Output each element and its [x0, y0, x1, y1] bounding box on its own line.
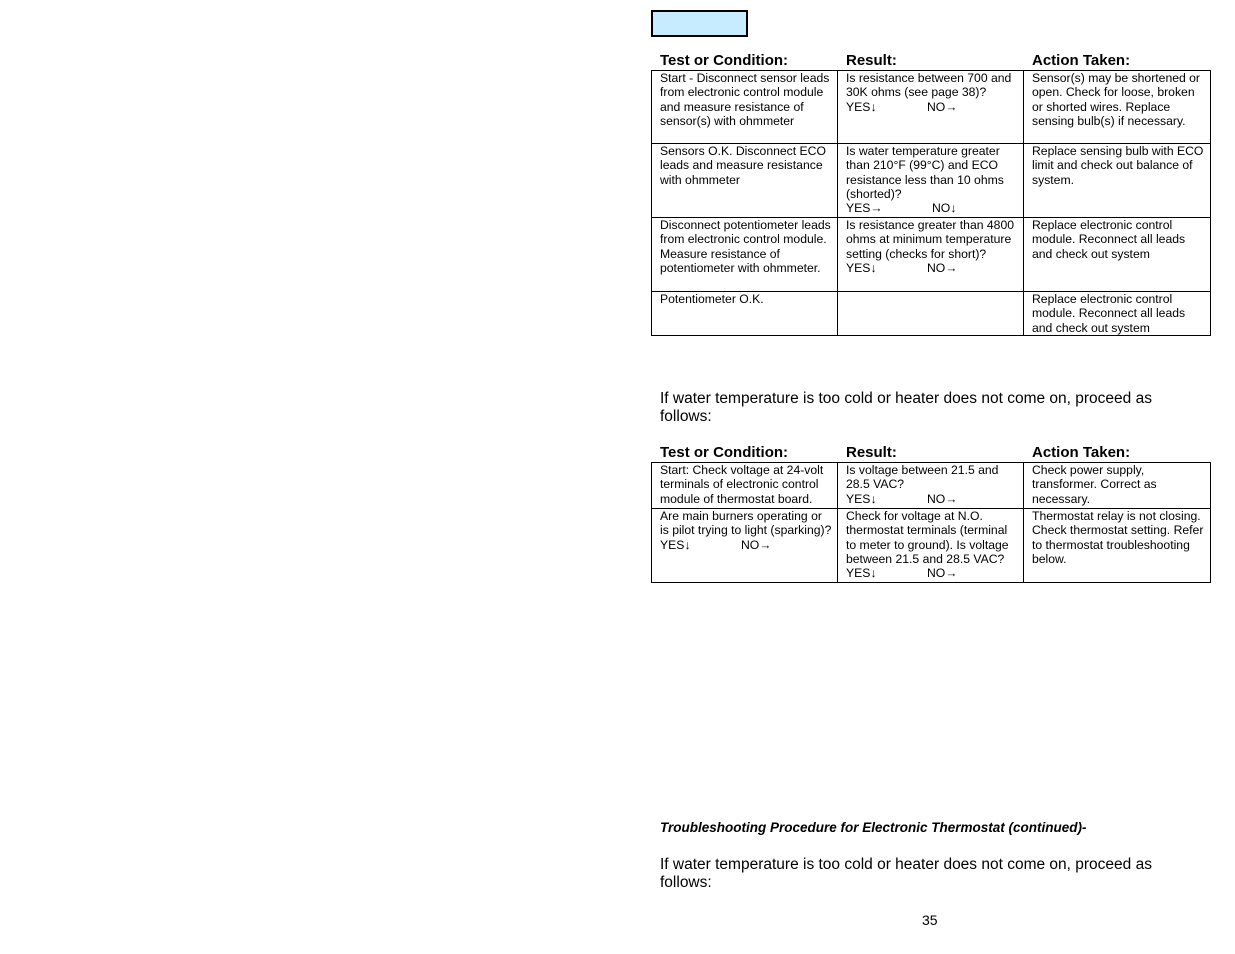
document-page [651, 0, 1211, 954]
test-cell: Start - Disconnect sensor leads from electronic control module and measure resistance of sensor(s) with ohmmeter [652, 71, 838, 144]
test-cell: Sensors O.K. Disconnect ECO leads and measure resistance with ohmmeter [652, 144, 838, 218]
intro-paragraph-1: If water temperature is too cold or heater does not come on, proceed as follows: [660, 390, 1152, 425]
test-cell: Disconnect potentiometer leads from electronic control module. Measure resistance of potentiometer with ohmmeter. [652, 218, 838, 292]
result-cell [838, 218, 1024, 292]
header-result: Result: [846, 52, 897, 69]
yes-no-row [846, 201, 1019, 215]
section-caption: Troubleshooting Procedure for Electronic Thermostat (continued)- [660, 820, 1087, 835]
header-test: Test or Condition: [660, 444, 789, 461]
yes-no-row [846, 492, 1019, 506]
action-cell: Replace electronic control module. Reconnect all leads and check out system [1024, 218, 1211, 292]
table-row [652, 71, 1211, 144]
table2-header [651, 444, 1209, 462]
yes-label: YES→ [846, 201, 883, 216]
yes-label: YES↓ [660, 537, 691, 552]
test-cell [652, 509, 838, 583]
result-cell [838, 292, 1024, 336]
action-cell: Replace electronic control module. Reconnect all leads and check out system [1024, 292, 1211, 336]
yes-label: YES↓ [846, 99, 877, 114]
table-row [652, 144, 1211, 218]
table-row [652, 292, 1211, 336]
action-cell: Check power supply, transformer. Correct as necessary. [1024, 463, 1211, 509]
no-label: NO→ [927, 99, 958, 114]
yes-no-row [846, 566, 1019, 580]
yes-label: YES↓ [846, 491, 877, 506]
result-cell [838, 463, 1024, 509]
action-cell: Thermostat relay is not closing. Check thermostat setting. Refer to thermostat troubleshooting below. [1024, 509, 1211, 583]
intro-paragraph-2: If water temperature is too cold or heater does not come on, proceed as follows: [660, 856, 1152, 891]
table-row [652, 509, 1211, 583]
no-label: NO→ [927, 491, 958, 506]
header-result: Result: [846, 444, 897, 461]
no-label: NO↓ [932, 201, 957, 216]
highlight-box [651, 10, 748, 37]
result-text: Is water temperature greater than 210°F (99°C) and ECO resistance less than 10 ohms (shorted)? [846, 144, 1004, 201]
page-number: 35 [922, 912, 938, 928]
action-cell: Sensor(s) may be shortened or open. Check for loose, broken or shorted wires. Replace sensing bulb(s) if necessary. [1024, 71, 1211, 144]
result-text: Is resistance between 700 and 30K ohms (see page 38)? [846, 71, 1012, 100]
yes-no-row [846, 261, 1019, 275]
table-row [652, 463, 1211, 509]
test-cell: Potentiometer O.K. [652, 292, 838, 336]
result-cell [838, 71, 1024, 144]
header-action: Action Taken: [1032, 444, 1131, 461]
troubleshooting-table-2 [651, 462, 1211, 583]
yes-label: YES↓ [846, 566, 877, 581]
table1-header [651, 52, 1209, 70]
no-label: NO→ [741, 537, 772, 552]
header-action: Action Taken: [1032, 52, 1131, 69]
yes-no-row [846, 100, 1019, 114]
result-cell [838, 509, 1024, 583]
table-row [652, 218, 1211, 292]
header-test: Test or Condition: [660, 52, 789, 69]
test-text: Are main burners operating or is pilot trying to light (sparking)? [660, 509, 832, 538]
result-text: Check for voltage at N.O. thermostat terminals (terminal to meter to ground). Is voltage between 21.5 and 28.5 VAC? [846, 509, 1009, 566]
no-label: NO→ [927, 566, 958, 581]
yes-label: YES↓ [846, 260, 877, 275]
troubleshooting-table-1 [651, 70, 1211, 336]
action-cell: Replace sensing bulb with ECO limit and check out balance of system. [1024, 144, 1211, 218]
yes-no-row [660, 538, 833, 552]
result-text: Is voltage between 21.5 and 28.5 VAC? [846, 463, 999, 492]
result-cell [838, 144, 1024, 218]
test-cell [652, 463, 838, 509]
test-text: Start: Check voltage at 24-volt terminals of electronic control module of thermostat board. [660, 463, 824, 506]
no-label: NO→ [927, 260, 958, 275]
result-text: Is resistance greater than 4800 ohms at minimum temperature setting (checks for short)? [846, 218, 1015, 261]
